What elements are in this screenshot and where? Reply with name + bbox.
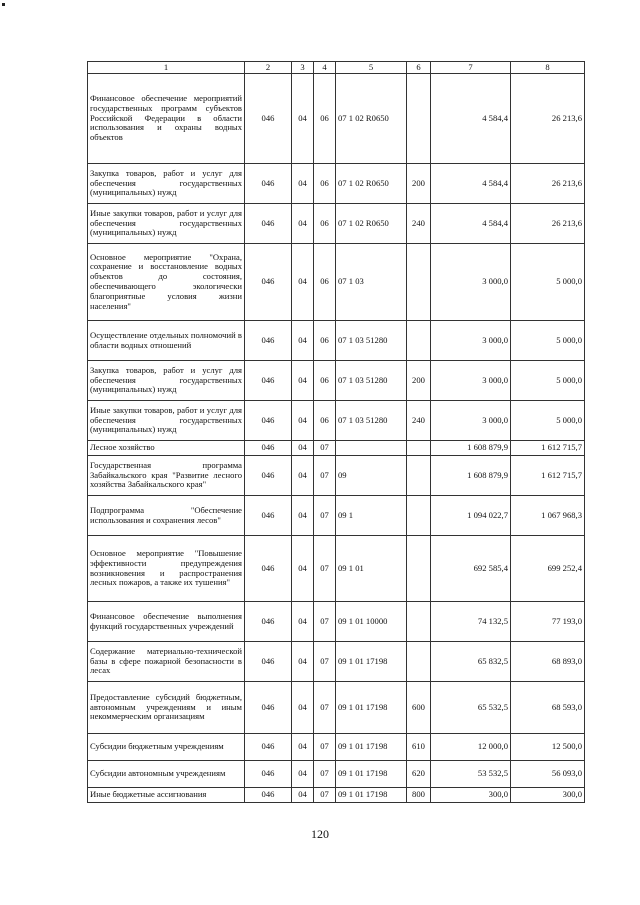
- cell-target-article: 07 1 02 R0650: [336, 74, 407, 164]
- budget-table: [87, 61, 585, 803]
- cell-admin-code: 046: [245, 441, 292, 456]
- cell-amount-year2: 12 500,0: [511, 734, 585, 761]
- cell-amount-year1: 1 608 879,9: [431, 456, 511, 496]
- cell-admin-code: 046: [245, 321, 292, 361]
- cell-amount-year1: 65 532,5: [431, 682, 511, 734]
- cell-admin-code: 046: [245, 244, 292, 321]
- cell-subsection: 07: [314, 788, 336, 803]
- cell-admin-code: 046: [245, 164, 292, 204]
- cell-amount-year1: 1 608 879,9: [431, 441, 511, 456]
- cell-amount-year2: 1 612 715,7: [511, 441, 585, 456]
- cell-target-article: 09 1 01 17198: [336, 642, 407, 682]
- cell-amount-year1: 4 584,4: [431, 74, 511, 164]
- cell-expense-type: 240: [407, 204, 431, 244]
- cell-target-article: 07 1 03 51280: [336, 401, 407, 441]
- cell-amount-year1: 692 585,4: [431, 536, 511, 602]
- cell-target-article: 07 1 03 51280: [336, 361, 407, 401]
- cell-section: 04: [292, 361, 314, 401]
- cell-amount-year2: 1 612 715,7: [511, 456, 585, 496]
- cell-admin-code: 046: [245, 682, 292, 734]
- cell-amount-year1: 3 000,0: [431, 401, 511, 441]
- cell-amount-year2: 699 252,4: [511, 536, 585, 602]
- cell-section: 04: [292, 164, 314, 204]
- column-header: 7: [431, 62, 511, 74]
- table-row: [88, 244, 585, 321]
- cell-amount-year2: 1 067 968,3: [511, 496, 585, 536]
- cell-target-article: 07 1 03: [336, 244, 407, 321]
- cell-admin-code: 046: [245, 204, 292, 244]
- page-number: 120: [311, 827, 329, 841]
- cell-expense-type: [407, 496, 431, 536]
- cell-amount-year2: 68 893,0: [511, 642, 585, 682]
- cell-expense-type: 600: [407, 682, 431, 734]
- cell-amount-year1: 74 132,5: [431, 602, 511, 642]
- cell-target-article: 07 1 02 R0650: [336, 204, 407, 244]
- cell-expense-type: [407, 244, 431, 321]
- cell-section: 04: [292, 761, 314, 788]
- cell-amount-year1: 300,0: [431, 788, 511, 803]
- cell-name: Подпрограмма "Обеспечение использования и сохранения лесов": [88, 496, 245, 536]
- table-row: [88, 642, 585, 682]
- cell-section: 04: [292, 682, 314, 734]
- cell-amount-year1: 3 000,0: [431, 361, 511, 401]
- table-row: [88, 74, 585, 164]
- cell-target-article: 09 1: [336, 496, 407, 536]
- cell-admin-code: 046: [245, 361, 292, 401]
- cell-name: Субсидии автономным учреждениям: [88, 761, 245, 788]
- cell-amount-year1: 12 000,0: [431, 734, 511, 761]
- cell-subsection: 07: [314, 642, 336, 682]
- cell-expense-type: 610: [407, 734, 431, 761]
- cell-target-article: 09: [336, 456, 407, 496]
- table-row: [88, 321, 585, 361]
- cell-expense-type: [407, 74, 431, 164]
- cell-name: Содержание материально-технической базы в сфере пожарной безопасности в лесах: [88, 642, 245, 682]
- cell-name: Предоставление субсидий бюджетным, автономным учреждениям и иным некоммерческим организациям: [88, 682, 245, 734]
- cell-subsection: 06: [314, 401, 336, 441]
- table-row: [88, 204, 585, 244]
- table-row: [88, 788, 585, 803]
- cell-target-article: 09 1 01 10000: [336, 602, 407, 642]
- scan-mark: [2, 3, 5, 6]
- cell-target-article: 09 1 01 17198: [336, 788, 407, 803]
- column-header: 8: [511, 62, 585, 74]
- cell-admin-code: 046: [245, 761, 292, 788]
- cell-subsection: 06: [314, 361, 336, 401]
- cell-amount-year2: 26 213,6: [511, 204, 585, 244]
- table-header-row: [88, 62, 585, 74]
- table-body: [88, 74, 585, 803]
- cell-amount-year2: 300,0: [511, 788, 585, 803]
- cell-admin-code: 046: [245, 788, 292, 803]
- cell-expense-type: [407, 321, 431, 361]
- column-header: 4: [314, 62, 336, 74]
- cell-name: Закупка товаров, работ и услуг для обеспечения государственных (муниципальных) нужд: [88, 361, 245, 401]
- cell-subsection: 07: [314, 441, 336, 456]
- cell-target-article: [336, 441, 407, 456]
- table-row: [88, 682, 585, 734]
- cell-section: 04: [292, 456, 314, 496]
- table-row: [88, 441, 585, 456]
- cell-subsection: 07: [314, 496, 336, 536]
- cell-target-article: 09 1 01 17198: [336, 734, 407, 761]
- table-row: [88, 401, 585, 441]
- cell-name: Иные закупки товаров, работ и услуг для обеспечения государственных (муниципальных) нужд: [88, 401, 245, 441]
- cell-subsection: 06: [314, 74, 336, 164]
- cell-subsection: 07: [314, 682, 336, 734]
- cell-subsection: 07: [314, 602, 336, 642]
- table-row: [88, 602, 585, 642]
- cell-section: 04: [292, 788, 314, 803]
- cell-subsection: 06: [314, 321, 336, 361]
- column-header: 1: [88, 62, 245, 74]
- cell-section: 04: [292, 244, 314, 321]
- table-row: [88, 761, 585, 788]
- cell-name: Субсидии бюджетным учреждениям: [88, 734, 245, 761]
- cell-section: 04: [292, 441, 314, 456]
- cell-amount-year2: 5 000,0: [511, 244, 585, 321]
- cell-amount-year1: 65 832,5: [431, 642, 511, 682]
- cell-expense-type: [407, 536, 431, 602]
- cell-expense-type: 240: [407, 401, 431, 441]
- cell-subsection: 06: [314, 164, 336, 204]
- cell-admin-code: 046: [245, 456, 292, 496]
- cell-amount-year1: 1 094 022,7: [431, 496, 511, 536]
- cell-admin-code: 046: [245, 536, 292, 602]
- cell-amount-year2: 77 193,0: [511, 602, 585, 642]
- cell-subsection: 07: [314, 761, 336, 788]
- cell-expense-type: [407, 441, 431, 456]
- table-row: [88, 536, 585, 602]
- cell-amount-year2: 26 213,6: [511, 164, 585, 204]
- cell-amount-year2: 56 093,0: [511, 761, 585, 788]
- cell-section: 04: [292, 496, 314, 536]
- cell-amount-year2: 5 000,0: [511, 321, 585, 361]
- cell-name: Государственная программа Забайкальского края "Развитие лесного хозяйства Забайкальского края": [88, 456, 245, 496]
- cell-admin-code: 046: [245, 74, 292, 164]
- cell-target-article: 09 1 01 17198: [336, 761, 407, 788]
- cell-target-article: 09 1 01: [336, 536, 407, 602]
- table-row: [88, 361, 585, 401]
- cell-amount-year1: 4 584,4: [431, 204, 511, 244]
- cell-section: 04: [292, 602, 314, 642]
- cell-target-article: 09 1 01 17198: [336, 682, 407, 734]
- table-row: [88, 164, 585, 204]
- cell-expense-type: 800: [407, 788, 431, 803]
- cell-name: Иные бюджетные ассигнования: [88, 788, 245, 803]
- cell-section: 04: [292, 321, 314, 361]
- cell-expense-type: 200: [407, 361, 431, 401]
- cell-expense-type: 620: [407, 761, 431, 788]
- table-row: [88, 734, 585, 761]
- cell-name: Финансовое обеспечение мероприятий государственных программ субъектов Российской Федерации в области использования и охраны водных объектов: [88, 74, 245, 164]
- cell-amount-year2: 26 213,6: [511, 74, 585, 164]
- cell-amount-year1: 4 584,4: [431, 164, 511, 204]
- cell-target-article: 07 1 02 R0650: [336, 164, 407, 204]
- cell-amount-year1: 3 000,0: [431, 321, 511, 361]
- cell-subsection: 07: [314, 456, 336, 496]
- cell-subsection: 07: [314, 536, 336, 602]
- cell-admin-code: 046: [245, 642, 292, 682]
- cell-amount-year2: 5 000,0: [511, 401, 585, 441]
- cell-section: 04: [292, 204, 314, 244]
- table-row: [88, 456, 585, 496]
- cell-subsection: 07: [314, 734, 336, 761]
- cell-admin-code: 046: [245, 401, 292, 441]
- column-header: 3: [292, 62, 314, 74]
- cell-section: 04: [292, 642, 314, 682]
- cell-admin-code: 046: [245, 496, 292, 536]
- cell-name: Финансовое обеспечение выполнения функций государственных учреждений: [88, 602, 245, 642]
- cell-subsection: 06: [314, 204, 336, 244]
- cell-name: Иные закупки товаров, работ и услуг для обеспечения государственных (муниципальных) нужд: [88, 204, 245, 244]
- cell-name: Основное мероприятие "Повышение эффективности предупреждения возникновения и распространения лесных пожаров, а также их тушения": [88, 536, 245, 602]
- cell-subsection: 06: [314, 244, 336, 321]
- column-header: 6: [407, 62, 431, 74]
- cell-expense-type: [407, 642, 431, 682]
- cell-section: 04: [292, 401, 314, 441]
- cell-section: 04: [292, 74, 314, 164]
- cell-section: 04: [292, 734, 314, 761]
- cell-name: Закупка товаров, работ и услуг для обеспечения государственных (муниципальных) нужд: [88, 164, 245, 204]
- cell-section: 04: [292, 536, 314, 602]
- cell-amount-year2: 68 593,0: [511, 682, 585, 734]
- cell-name: Осуществление отдельных полномочий в области водных отношений: [88, 321, 245, 361]
- cell-expense-type: [407, 456, 431, 496]
- cell-target-article: 07 1 03 51280: [336, 321, 407, 361]
- cell-admin-code: 046: [245, 734, 292, 761]
- cell-amount-year2: 5 000,0: [511, 361, 585, 401]
- cell-amount-year1: 3 000,0: [431, 244, 511, 321]
- cell-amount-year1: 53 532,5: [431, 761, 511, 788]
- cell-name: Лесное хозяйство: [88, 441, 245, 456]
- table-row: [88, 496, 585, 536]
- column-header: 5: [336, 62, 407, 74]
- cell-name: Основное мероприятие "Охрана, сохранение и восстановление водных объектов до состояния, обеспечивающего экологически благоприятные условия жизни населения": [88, 244, 245, 321]
- cell-admin-code: 046: [245, 602, 292, 642]
- cell-expense-type: 200: [407, 164, 431, 204]
- column-header: 2: [245, 62, 292, 74]
- cell-expense-type: [407, 602, 431, 642]
